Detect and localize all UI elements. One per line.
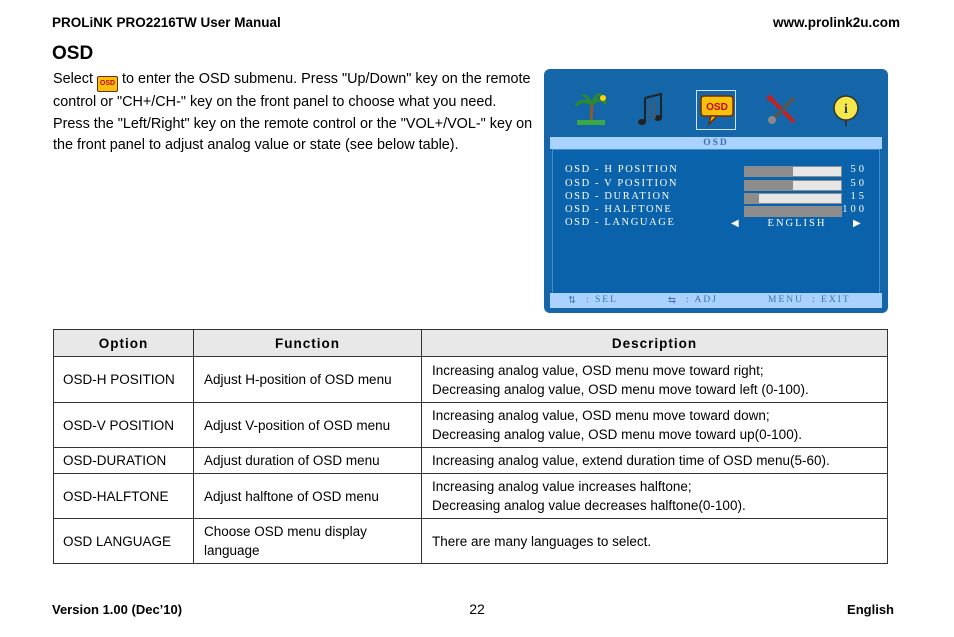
cell-function: Choose OSD menu display language: [194, 519, 422, 564]
osd-slider: [744, 180, 842, 191]
cell-option: OSD-DURATION: [54, 448, 194, 474]
picture-icon: [571, 90, 611, 130]
desc-line: Increasing analog value increases halftone;: [432, 479, 692, 494]
osd-menu-icon-selected: [696, 90, 736, 130]
table-row: [54, 474, 888, 519]
manual-title: PROLiNK PRO2216TW User Manual: [52, 15, 281, 30]
sound-icon: [633, 90, 673, 130]
osd-row-value: 15: [850, 191, 867, 202]
arrow-right-icon: ▶: [853, 218, 861, 229]
cell-description: [422, 474, 888, 519]
page-number: 22: [469, 601, 485, 617]
updown-arrows-icon: ⇅: [568, 296, 578, 306]
cell-option: OSD-H POSITION: [54, 357, 194, 403]
cell-description: [422, 448, 888, 474]
footer-menu-key: MENU: [768, 295, 804, 305]
svg-text:i: i: [844, 102, 848, 117]
footer-language: English: [847, 602, 894, 617]
desc-line: Decreasing analog value, OSD menu move toward up(0-100).: [432, 427, 802, 442]
osd-slider: [744, 166, 842, 177]
footer-sel: : SEL: [586, 295, 618, 305]
osd-icon: OSD: [97, 76, 118, 92]
table-row: [54, 448, 888, 474]
cell-function: Adjust H-position of OSD menu: [194, 357, 422, 403]
col-header-description: Description: [422, 330, 888, 357]
website-url[interactable]: www.prolink2u.com: [772, 15, 900, 30]
cell-option: OSD-HALFTONE: [54, 474, 194, 519]
osd-row-label: OSD - DURATION: [565, 191, 671, 202]
osd-row-label: OSD - LANGUAGE: [565, 217, 676, 228]
footer-exit: : EXIT: [812, 295, 851, 305]
intro-text-rest: to enter the OSD submenu. Press "Up/Down" key on the remote control or "CH+/CH-" key on the front panel to choose what you need. Press the "Left/Right" key on the remote control or the "VOL+/VOL-" key on the front panel to adjust analog value or state (see below table).: [53, 71, 533, 154]
footer-adj: : ADJ: [686, 295, 718, 305]
osd-screen-illustration: [544, 69, 888, 313]
col-header-option: Option: [54, 330, 194, 357]
osd-language-value: ENGLISH: [767, 218, 827, 229]
table-header-row: [54, 330, 888, 357]
leftright-arrows-icon: ⇆: [668, 296, 678, 306]
osd-row-value: 50: [850, 178, 867, 189]
osd-strip-title: OSD: [550, 137, 882, 149]
desc-line: There are many languages to select.: [432, 533, 652, 549]
cell-option: OSD-V POSITION: [54, 403, 194, 448]
osd-row-value: 100: [842, 204, 867, 215]
table-row: [54, 357, 888, 403]
tools-icon: [762, 90, 802, 130]
cell-function: Adjust duration of OSD menu: [194, 448, 422, 474]
osd-slider: [744, 206, 842, 217]
osd-row-label: OSD - H POSITION: [565, 164, 679, 175]
osd-icon-label: OSD: [706, 102, 728, 113]
section-title: OSD: [52, 43, 94, 64]
intro-paragraph: [53, 69, 533, 157]
intro-text-start: Select: [53, 71, 93, 87]
cell-description: [422, 403, 888, 448]
osd-menu-iconbar: [544, 69, 888, 137]
table-row: [54, 403, 888, 448]
footer-version: Version 1.00 (Dec’10): [52, 602, 183, 617]
col-header-function: Function: [194, 330, 422, 357]
desc-line: Decreasing analog value decreases halftone(0-100).: [432, 498, 746, 513]
cell-function: Adjust V-position of OSD menu: [194, 403, 422, 448]
osd-settings-panel: [552, 149, 880, 307]
desc-line: Increasing analog value, OSD menu move toward right;: [432, 362, 764, 378]
osd-slider: [744, 193, 842, 204]
osd-row-value: 50: [850, 164, 867, 175]
cell-description: [422, 357, 888, 403]
desc-line: Decreasing analog value, OSD menu move toward left (0-100).: [432, 381, 809, 397]
cell-function: Adjust halftone of OSD menu: [194, 474, 422, 519]
osd-footer-bar: [550, 293, 882, 308]
osd-row-label: OSD - V POSITION: [565, 178, 679, 189]
table-row: [54, 519, 888, 564]
desc-line: Increasing analog value, extend duration time of OSD menu(5-60).: [432, 453, 830, 468]
cell-description: [422, 519, 888, 564]
osd-options-table: [53, 329, 888, 564]
info-icon: [828, 90, 868, 130]
cell-option: OSD LANGUAGE: [54, 519, 194, 564]
desc-line: Increasing analog value, OSD menu move toward down;: [432, 408, 770, 423]
osd-row-label: OSD - HALFTONE: [565, 204, 673, 215]
arrow-left-icon: ◀: [731, 218, 739, 229]
